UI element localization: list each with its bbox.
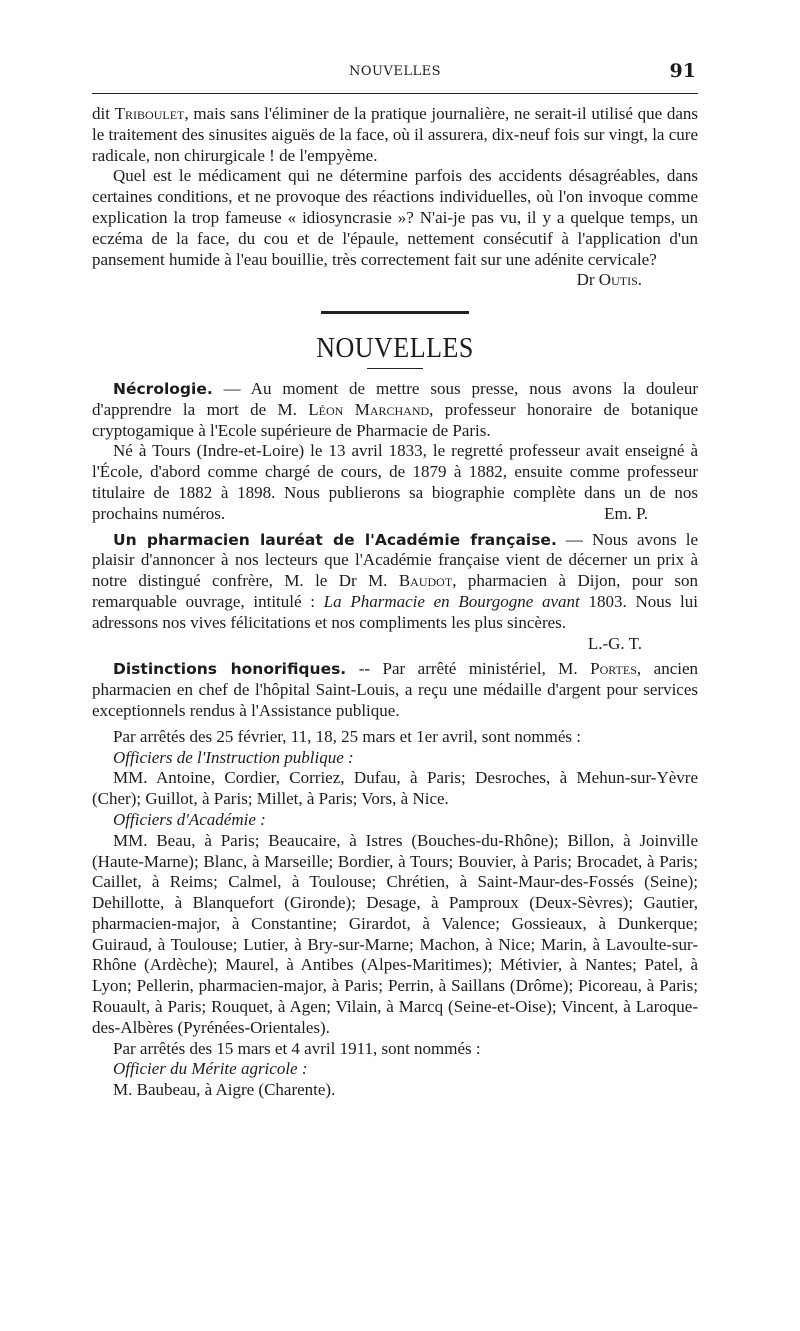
necrologie-signature: Em. P. [604, 503, 648, 523]
running-title: NOUVELLES [348, 64, 442, 79]
laureat-heading: Un pharmacien lauréat de l'Académie française. [113, 530, 557, 549]
academie-title: Officiers d'Académie : [113, 809, 266, 829]
academie-list: MM. Beau, à Paris; Beaucaire, à Istres (Bouches-du-Rhône); Billon, à Joinville (Haute-Marne); Blanc, à Marseille; Bordier, à Tours; Bouvier, à Paris; Brocadet, à Paris; Caillet, à Reims; Calmel, à Toulouse; Chrétien, à Saint-Maur-des-Fossés (Seine); Dehillotte, à Blanquefort (Gironde); Desage, à Pamproux (Deux-Sèvres); Gautier, pharmacien-major, à Constantine; Girardot, à Valence; Gossieaux, à Dunkerque; Guiraud, à Toulouse; Lutier, à Bry-sur-Marne; Machon, à Nice; Marin, à Lavoulte-sur-Rhône (Ardèche); Maurel, à Antibes (Alpes-Maritimes); Métivier, à Nantes; Patel, à Lyon; Pellerin, pharmacien-major, à Paris; Perrin, à Saillans (Drôme); Picoreau, à Paris; Rouault, à Paris; Rouquet, à Agen; Vilain, à Marcq (Seine-et-Oise); Vincent, à Laroque-des-Albères (Pyrénées-Orientales). [92, 830, 698, 1037]
page-header [92, 58, 698, 88]
laureat-paragraph: Un pharmacien lauréat de l'Académie française. — Nous avons le plaisir d'annoncer à nos lecteurs que l'Académie française vient de décerner un prix à notre distingué confrère, M. le Dr M. Baudot, pharmacien à Dijon, pour son remarquable ouvrage, intitulé : La Pharmacie en Bourgogne avant 1803. Nous lui adressons nos vives félicitations et nos compliments les plus sincères. [92, 529, 698, 632]
section-divider [321, 311, 469, 314]
section-title: NOUVELLES [316, 331, 474, 364]
instruction-publique-list: MM. Antoine, Cordier, Corriez, Dufau, à Paris; Desroches, à Mehun-sur-Yèvre (Cher); Guillot, à Paris; Millet, à Paris; Vors, à Nice. [92, 768, 698, 809]
necrologie-heading: Nécrologie. [113, 379, 213, 398]
necrologie-paragraph-2: Né à Tours (Indre-et-Loire) le 13 avril 1833, le regretté professeur avait enseigné à l'École, d'abord comme chargé de cours, de 1879 à 1882, ensuite comme professeur titulaire de 1882 à 1898. Nous publierons sa biographie complète dans un de nos prochains numéros. Em. P. [92, 441, 698, 523]
instruction-publique-title: Officiers de l'Instruction publique : [113, 747, 354, 767]
merite-agricole-title: Officier du Mérite agricole : [113, 1059, 308, 1079]
person-name: Triboulet [114, 104, 185, 123]
distinctions-paragraph: Distinctions honorifiques. -- Par arrêté ministériel, M. Portes, ancien pharmacien en chef de l'hôpital Saint-Louis, a reçu une médaille d'argent pour services exceptionnels rendus à l'Assistance publique. [92, 659, 699, 720]
page-body [92, 104, 698, 1101]
intro-paragraph-1: dit Triboulet, mais sans l'éliminer de la pratique journalière, ne serait-il utilisé que dans le traitement des sinusites aiguës de la face, où il assurera, dix-neuf fois sur vingt, la cure radicale, non chirurgicale ! de l'empyème. [92, 104, 698, 165]
distinctions-paragraph-3: Par arrêtés des 15 mars et 4 avril 1911, sont nommés : [113, 1038, 481, 1058]
distinctions-heading: Distinctions honorifiques. [113, 660, 347, 679]
page-number: 91 [669, 60, 696, 82]
header-rule [92, 93, 698, 94]
title-rule [367, 368, 423, 369]
book-title: La Pharmacie en Bourgogne avant [323, 591, 580, 611]
necrologie-paragraph: Nécrologie. — Au moment de mettre sous presse, nous avons la douleur d'apprendre la mort de M. Léon Marchand, professeur honoraire de botanique cryptogamique à l'Ecole supérieure de Pharmacie de Paris. [92, 378, 698, 440]
intro-signature: Dr Outis. [576, 270, 642, 290]
merite-agricole-list: M. Baubeau, à Aigre (Charente). [113, 1080, 336, 1100]
distinctions-paragraph-2: Par arrêtés des 25 février, 11, 18, 25 mars et 1er avril, sont nommés : [113, 726, 581, 746]
intro-paragraph-2: Quel est le médicament qui ne détermine parfois des accidents désagréables, dans certaines conditions, et ne provoque des réactions individuelles, où l'on invoque comme explication la trop fameuse « idiosyncrasie »? N'ai-je pas vu, il y a quelque temps, un eczéma de la face, du cou et de l'épaule, nettement consécutif à l'application d'un pansement humide à l'eau bouillie, très correctement fait sur une adénite cervicale? [92, 166, 698, 269]
laureat-signature: L.-G. T. [587, 633, 642, 653]
